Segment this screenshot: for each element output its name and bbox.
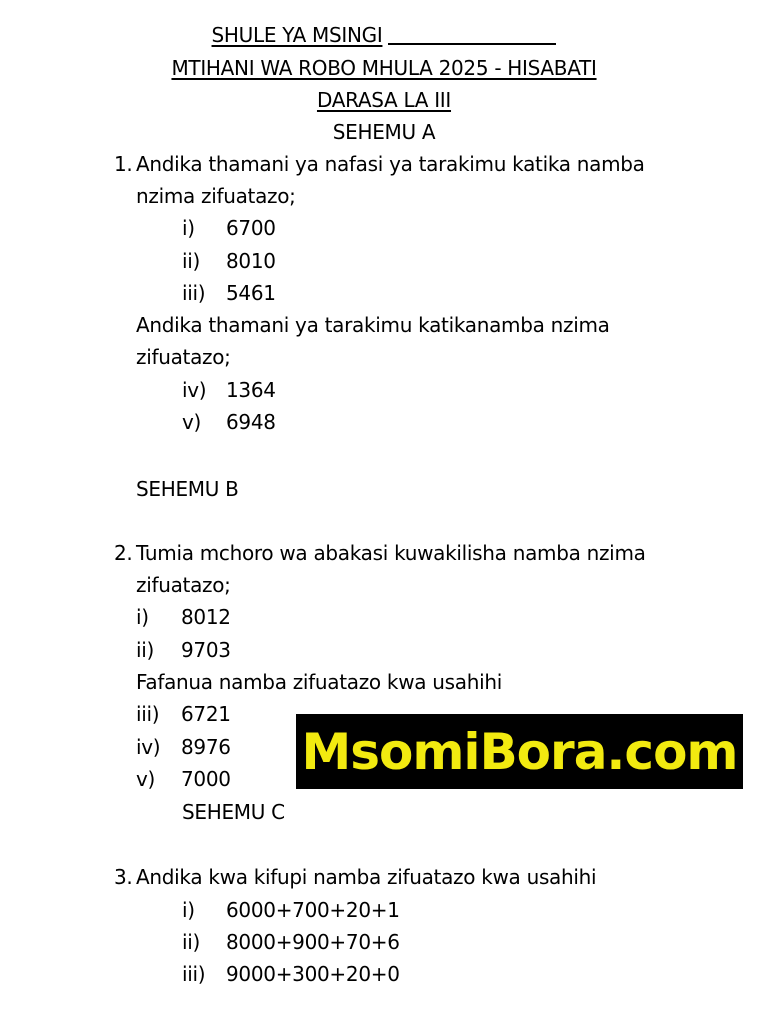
sub-question-text-cont: zifuatazo; xyxy=(136,345,231,369)
list-item xyxy=(182,896,400,924)
item-value: 9703 xyxy=(181,638,231,662)
list-item xyxy=(182,928,400,956)
question-text: Tumia mchoro wa abakasi kuwakilisha namba nzima xyxy=(136,541,646,565)
item-label: v) xyxy=(136,767,156,791)
question-number: 3. xyxy=(114,865,133,889)
item-label: ii) xyxy=(182,249,201,273)
question-3 xyxy=(114,863,596,891)
list-item xyxy=(136,765,231,793)
item-value: 6948 xyxy=(226,410,276,434)
item-label: iii) xyxy=(182,962,206,986)
item-value: 7000 xyxy=(181,767,231,791)
question-text-cont: zifuatazo; xyxy=(136,573,231,597)
section-b-heading: SEHEMU B xyxy=(136,477,239,501)
item-value: 6721 xyxy=(181,702,231,726)
school-name-blank xyxy=(388,43,556,45)
question-number: 1. xyxy=(114,152,133,176)
item-label: iii) xyxy=(136,702,160,726)
section-a-heading: SEHEMU A xyxy=(332,120,436,144)
item-label: iv) xyxy=(182,378,207,402)
list-item xyxy=(182,408,276,436)
list-item xyxy=(136,636,231,664)
sub-question-text: Andika thamani ya tarakimu katikanamba nzima xyxy=(136,313,610,337)
item-value: 8976 xyxy=(181,735,231,759)
item-value: 8010 xyxy=(226,249,276,273)
school-label: SHULE YA MSINGI xyxy=(211,23,383,47)
item-label: i) xyxy=(136,605,149,629)
list-item xyxy=(182,376,276,404)
item-label: i) xyxy=(182,898,195,922)
question-number: 2. xyxy=(114,541,133,565)
question-text: Andika kwa kifupi namba zifuatazo kwa usahihi xyxy=(136,865,597,889)
msomibora-logo xyxy=(296,714,743,789)
list-item xyxy=(136,603,231,631)
item-label: v) xyxy=(182,410,202,434)
sub-question-text: Fafanua namba zifuatazo kwa usahihi xyxy=(136,670,502,694)
item-value: 9000+300+20+0 xyxy=(226,962,400,986)
item-value: 5461 xyxy=(226,281,276,305)
question-text: Andika thamani ya nafasi ya tarakimu katika namba xyxy=(136,152,645,176)
list-item xyxy=(182,214,276,242)
item-value: 6000+700+20+1 xyxy=(226,898,400,922)
item-value: 8012 xyxy=(181,605,231,629)
question-2 xyxy=(114,539,646,567)
exam-title: MTIHANI WA ROBO MHULA 2025 - HISABATI xyxy=(171,56,597,80)
list-item xyxy=(182,960,400,988)
section-c-heading: SEHEMU C xyxy=(182,800,285,824)
item-value: 1364 xyxy=(226,378,276,402)
school-name-line xyxy=(0,21,768,49)
logo-text: MsomiBora.com xyxy=(301,722,738,781)
list-item xyxy=(182,279,276,307)
item-label: iv) xyxy=(136,735,161,759)
question-text-cont: nzima zifuatazo; xyxy=(136,184,296,208)
item-label: i) xyxy=(182,216,195,240)
question-1 xyxy=(114,150,645,178)
list-item xyxy=(182,247,276,275)
list-item xyxy=(136,700,231,728)
item-value: 8000+900+70+6 xyxy=(226,930,400,954)
item-label: ii) xyxy=(182,930,201,954)
item-value: 6700 xyxy=(226,216,276,240)
item-label: iii) xyxy=(182,281,206,305)
item-label: ii) xyxy=(136,638,155,662)
list-item xyxy=(136,733,231,761)
class-label: DARASA LA III xyxy=(316,88,452,112)
